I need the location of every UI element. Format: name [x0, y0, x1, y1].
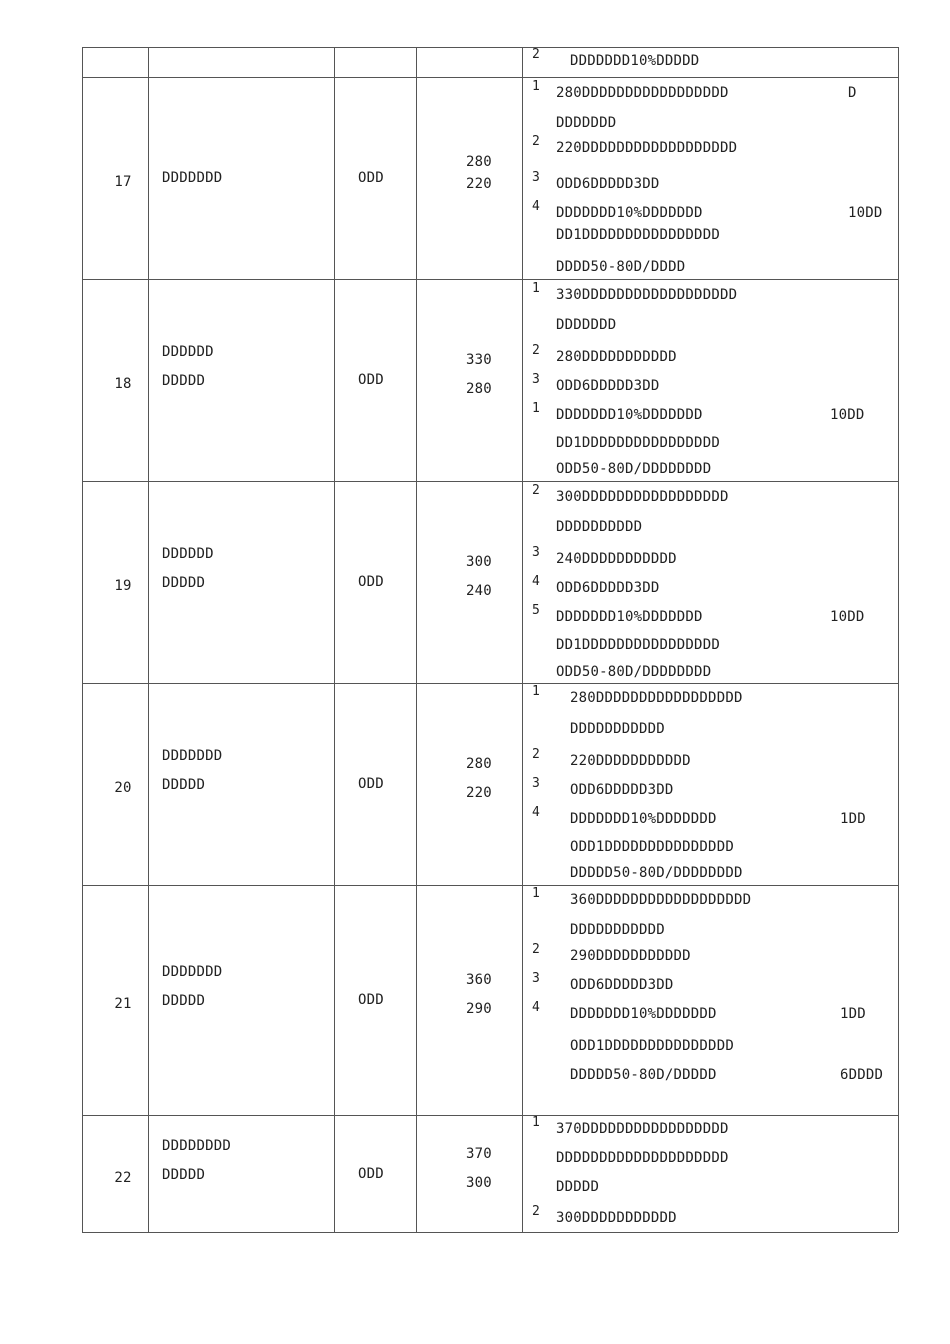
item-name: DDDDD [162, 373, 206, 389]
note-marker: 4 [532, 574, 541, 589]
row-number: 17 [114, 174, 132, 190]
unit: ODD [358, 372, 384, 388]
note-right-text: 10DD [830, 609, 865, 625]
note-text: ODD6DDDDD3DD [556, 580, 660, 596]
note-text: ODD6DDDDD3DD [556, 176, 660, 192]
note-marker: 3 [532, 170, 541, 185]
note-text: ODD50-80D/DDDDDDDD [556, 461, 712, 477]
table-rule-horizontal [82, 683, 898, 684]
note-right-text: 6DDDD [840, 1067, 884, 1083]
item-name: DDDDDDD [162, 964, 223, 980]
note-marker: 2 [532, 134, 541, 149]
note-text: DDDDDDD10%DDDDDDD [556, 205, 703, 221]
table-rule-vertical [334, 47, 335, 1232]
note-marker: 2 [532, 47, 541, 62]
value: 280 [466, 756, 492, 772]
value: 240 [466, 583, 492, 599]
table-rule-vertical [82, 47, 83, 1232]
note-marker: 1 [532, 1115, 541, 1130]
note-marker: 1 [532, 79, 541, 94]
table-rule-vertical [416, 47, 417, 1232]
table-rule-horizontal [82, 1115, 898, 1116]
note-marker: 2 [532, 1204, 541, 1219]
note-marker: 1 [532, 281, 541, 296]
note-right-text: 10DD [830, 407, 865, 423]
note-marker: 1 [532, 401, 541, 416]
item-name: DDDDD [162, 1166, 206, 1183]
note-right-text: 10DD [848, 205, 883, 221]
note-text: DDDDDDDDDDD [570, 922, 665, 938]
note-marker: 2 [532, 483, 541, 498]
table-rule-horizontal [82, 885, 898, 886]
unit: ODD [358, 574, 384, 590]
note-right-text: 1DD [840, 1006, 866, 1022]
note-text: ODD6DDDDD3DD [556, 378, 660, 394]
value: 220 [466, 176, 492, 192]
note-text: ODD6DDDDD3DD [570, 977, 674, 993]
note-text: 220DDDDDDDDDDD [570, 753, 691, 769]
item-name: DDDDD [162, 575, 206, 591]
note-text: 240DDDDDDDDDDD [556, 551, 677, 567]
note-text: 290DDDDDDDDDDD [570, 948, 691, 964]
note-text: DDDDDDD [556, 115, 617, 131]
item-name: DDDDD [162, 993, 206, 1009]
note-text: ODD1DDDDDDDDDDDDDDD [570, 839, 734, 855]
note-right-text: D [848, 85, 857, 101]
row-number: 18 [114, 376, 132, 392]
unit: ODD [358, 170, 384, 186]
note-text: DDDDD50-80D/DDDDD [570, 1067, 717, 1083]
item-name: DDDDDDDD [162, 1137, 232, 1154]
note-right-text: 1DD [840, 811, 866, 827]
note-text: 220DDDDDDDDDDDDDDDDDD [556, 140, 738, 156]
note-marker: 1 [532, 886, 541, 901]
table-rule-horizontal [82, 1232, 898, 1233]
value: 300 [466, 554, 492, 570]
table-rule-horizontal [82, 47, 898, 48]
table-rule-horizontal [82, 279, 898, 280]
note-marker: 1 [532, 684, 541, 699]
note-text: 280DDDDDDDDDDDDDDDDD [570, 690, 743, 706]
note-text: ODD6DDDDD3DD [570, 782, 674, 798]
note-text: DDDDDDD [556, 317, 617, 333]
unit: ODD [358, 776, 384, 792]
table-rule-vertical [898, 47, 899, 1232]
note-text: DD1DDDDDDDDDDDDDDDD [556, 227, 720, 243]
item-name: DDDDDD [162, 546, 214, 562]
value: 280 [466, 381, 492, 397]
item-name: DDDDDDD [162, 170, 223, 186]
item-name: DDDDDDD [162, 748, 223, 764]
table-rule-vertical [148, 47, 149, 1232]
note-text: DD1DDDDDDDDDDDDDDDD [556, 435, 720, 451]
value: 220 [466, 785, 492, 801]
note-marker: 3 [532, 776, 541, 791]
table-rule-vertical [522, 47, 523, 1232]
note-text: 360DDDDDDDDDDDDDDDDDD [570, 892, 752, 908]
note-text: DDDDDDD10%DDDDDDD [556, 609, 703, 625]
note-text: 280DDDDDDDDDDDDDDDDD [556, 85, 729, 101]
note-text: ODD1DDDDDDDDDDDDDDD [570, 1038, 734, 1054]
note-marker: 3 [532, 971, 541, 986]
note-marker: 3 [532, 372, 541, 387]
row-number: 19 [114, 578, 132, 594]
note-marker: 5 [532, 603, 541, 618]
note-marker: 4 [532, 199, 541, 214]
value: 360 [466, 972, 492, 988]
row-number: 20 [114, 780, 132, 796]
note-text: DDDD50-80D/DDDD [556, 259, 686, 275]
note-text: 370DDDDDDDDDDDDDDDDD [556, 1121, 729, 1137]
note-text: DDDDDDD10%DDDDDDD [570, 1006, 717, 1022]
note-text: DDDDD [556, 1179, 600, 1195]
note-marker: 2 [532, 343, 541, 358]
value: 290 [466, 1001, 492, 1017]
table-rule-horizontal [82, 481, 898, 482]
item-name: DDDDDD [162, 344, 214, 360]
note-text: DDDDDDDDDDDDDDDDDDDD [556, 1150, 729, 1166]
row-number: 21 [114, 996, 132, 1012]
unit: ODD [358, 992, 384, 1008]
note-marker: 4 [532, 1000, 541, 1015]
note-marker: 3 [532, 545, 541, 560]
note-marker: 4 [532, 805, 541, 820]
note-text: 300DDDDDDDDDDDDDDDDD [556, 489, 729, 505]
note-text: DDDDDDD10%DDDDDDD [570, 811, 717, 827]
note-text: DDDDDDD10%DDDDD [570, 53, 700, 69]
note-text: DD1DDDDDDDDDDDDDDDD [556, 637, 720, 653]
note-text: 330DDDDDDDDDDDDDDDDDD [556, 287, 738, 303]
item-name: DDDDD [162, 777, 206, 793]
note-marker: 2 [532, 747, 541, 762]
table-rule-horizontal [82, 77, 898, 78]
unit: ODD [358, 1165, 384, 1182]
value: 330 [466, 352, 492, 368]
note-text: DDDDDDDDDD [556, 519, 643, 535]
note-text: DDDDD50-80D/DDDDDDDD [570, 865, 743, 881]
note-text: 300DDDDDDDDDDD [556, 1210, 677, 1226]
note-text: DDDDDDDDDDD [570, 721, 665, 737]
value: 370 [466, 1145, 492, 1162]
value: 280 [466, 154, 492, 170]
value: 300 [466, 1174, 492, 1191]
note-text: ODD50-80D/DDDDDDDD [556, 664, 712, 680]
note-text: 280DDDDDDDDDDD [556, 349, 677, 365]
row-number: 22 [114, 1169, 132, 1186]
note-text: DDDDDDD10%DDDDDDD [556, 407, 703, 423]
note-marker: 2 [532, 942, 541, 957]
